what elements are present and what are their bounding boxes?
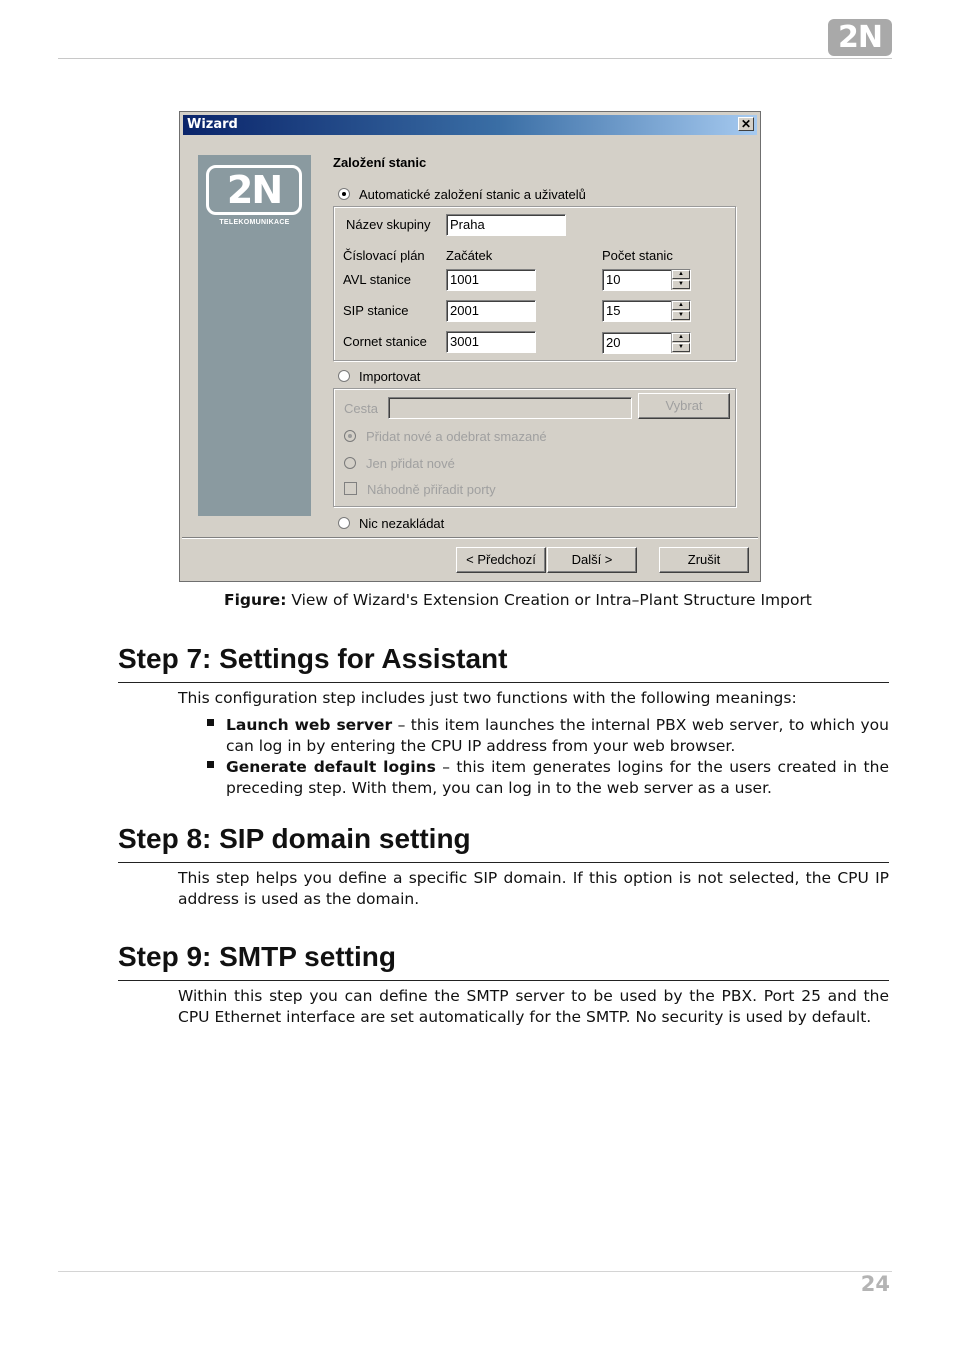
spin-up-icon[interactable]: ▲ (672, 333, 690, 342)
footer-divider (58, 1271, 892, 1272)
radio-auto[interactable] (338, 188, 350, 200)
row-label-cornet: Cornet stanice (343, 334, 427, 349)
side-logo: 2N (206, 165, 302, 215)
radio-none-label: Nic nezakládat (359, 516, 445, 531)
group-name-label: Název skupiny (346, 217, 431, 232)
start-label: Začátek (446, 248, 493, 263)
avl-start-input[interactable]: 1001 (446, 269, 536, 291)
item-term: Launch web server (226, 716, 393, 734)
numbering-label: Číslovací plán (343, 248, 425, 263)
item-term: Generate default logins (226, 758, 436, 776)
row-label-sip: SIP stanice (343, 303, 409, 318)
header-divider (58, 58, 892, 59)
spin-down-icon[interactable]: ▼ (672, 280, 690, 289)
path-input[interactable] (388, 397, 632, 419)
previous-button[interactable]: < Předchozí (456, 547, 546, 573)
spin-down-icon[interactable]: ▼ (672, 311, 690, 320)
next-button[interactable]: Další > (547, 547, 637, 573)
cornet-start-input[interactable]: 3001 (446, 331, 536, 353)
radio-import[interactable] (338, 370, 350, 382)
bullet-icon (207, 719, 214, 726)
step7-title: Step 7: Settings for Assistant (118, 643, 508, 674)
caption-label: Figure: (224, 591, 287, 609)
step8-title: Step 8: SIP domain setting (118, 823, 471, 854)
step9-rule (118, 980, 889, 981)
side-tagline: TELEKOMUNIKACE (219, 219, 290, 226)
select-button[interactable]: Vybrat (638, 393, 730, 419)
caption-text: View of Wizard's Extension Creation or Intra–Plant Structure Import (291, 591, 812, 609)
cancel-button[interactable]: Zrušit (659, 547, 749, 573)
step7-rule (118, 682, 889, 683)
random-ports-checkbox[interactable] (344, 482, 357, 495)
sip-count-spinner[interactable] (671, 301, 690, 321)
item-text: – this item launches the internal PBX web server, to which you can log in by entering the CPU IP address from your web browser. (226, 716, 889, 755)
random-ports-label: Náhodně přiřadit porty (367, 482, 496, 497)
footer-separator (182, 537, 758, 539)
step7-item-2 (226, 757, 889, 799)
radio-add-only[interactable] (344, 457, 356, 469)
avl-count-input[interactable]: 10 (602, 269, 691, 291)
spin-up-icon[interactable]: ▲ (672, 301, 690, 310)
path-label: Cesta (344, 401, 378, 416)
radio-add-remove[interactable] (344, 430, 356, 442)
count-label: Počet stanic (602, 248, 673, 263)
spin-up-icon[interactable]: ▲ (672, 270, 690, 279)
spin-down-icon[interactable]: ▼ (672, 343, 690, 352)
radio-none[interactable] (338, 517, 350, 529)
step8-rule (118, 862, 889, 863)
radio-add-remove-label: Přidat nové a odebrat smazané (366, 429, 547, 444)
cornet-count-input[interactable]: 20 (602, 332, 691, 354)
sip-count-input[interactable]: 15 (602, 300, 691, 322)
sip-start-input[interactable]: 2001 (446, 300, 536, 322)
step9-text: Within this step you can define the SMTP server to be used by the PBX. Port 25 and the CPU Ethernet interface are set automatically for the SMTP. No security is used by default. (178, 987, 889, 1026)
step-heading: Založení stanic (333, 155, 427, 170)
bullet-icon (207, 761, 214, 768)
step9-title: Step 9: SMTP setting (118, 941, 396, 972)
close-icon[interactable]: ✕ (738, 117, 754, 131)
brand-logo: 2N (828, 19, 892, 56)
row-label-avl: AVL stanice (343, 272, 411, 287)
step7-item-1 (226, 715, 889, 757)
avl-count-spinner[interactable] (671, 270, 690, 290)
window-title: Wizard (187, 117, 238, 132)
wizard-dialog (179, 111, 761, 582)
item-text: – this item generates logins for the users created in the preceding step. With them, you can log in to the web server as a user. (226, 758, 889, 797)
step8-text: This step helps you define a specific SIP domain. If this option is not selected, the CPU IP address is used as the domain. (178, 869, 889, 908)
radio-auto-label: Automatické založení stanic a uživatelů (359, 187, 586, 202)
title-bar (183, 115, 757, 135)
wizard-side-panel (198, 155, 311, 516)
radio-add-only-label: Jen přidat nové (366, 456, 455, 471)
page-number: 24 (860, 1272, 890, 1296)
radio-import-label: Importovat (359, 369, 421, 384)
figure-caption (224, 591, 812, 609)
group-name-input[interactable]: Praha (446, 214, 566, 236)
step7-intro: This configuration step includes just two functions with the following meanings: (178, 689, 797, 707)
cornet-count-spinner[interactable] (671, 333, 690, 353)
